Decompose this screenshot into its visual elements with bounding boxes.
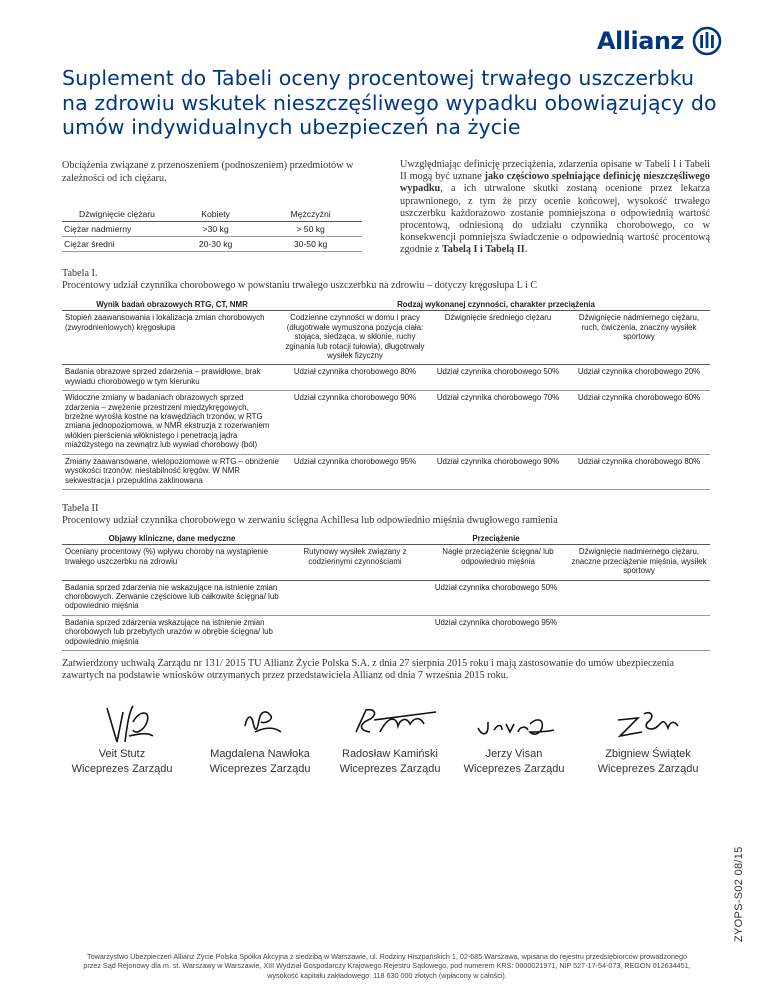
page-title: Suplement do Tabeli oceny procentowej trwałego uszczerbku na zdrowiu wskutek nieszczęśliwego wypadku obowiązujący do umów indywidualnych ubezpieczeń na życie	[62, 66, 717, 139]
load-cell: > 50 kg	[259, 222, 362, 237]
table2	[62, 534, 710, 651]
table1-subheader: Codzienne czynności w domu i pracy (długotrwałe wymuszona pozycja ciała: stojąca, siedząca, w skłonie, ruchy zginania lub rotacji tułowia), długotrwały wysiłek fizyczny	[282, 311, 428, 365]
load-cell: Ciężar nadmierny	[62, 222, 172, 237]
intro-right-part: Uwzględniając definicję przeciążenia, zdarzenia opisane w Tabeli I i Tabeli II mogą być uznane	[400, 159, 710, 183]
document-code: ZYOPS-S02 08/15	[733, 846, 745, 942]
intro-left-text: Obciążenia związane z przenoszeniem (podnoszeniem) przedmiotów w zależności od ich ciężaru.	[62, 160, 354, 184]
handwritten-signature-icon	[340, 702, 440, 746]
table1-cell: Udział czynnika chorobowego 95%	[282, 454, 428, 489]
signature-name: Radosław Kamiński	[342, 748, 438, 760]
table2-subheader: Oceniany procentowy (%) wpływu choroby na wystąpienie trwałego uszczerbku na zdrowiu	[62, 545, 282, 580]
table1-subheader: Dźwignięcie średniego ciężaru	[428, 311, 568, 365]
load-cell: 30-50 kg	[259, 237, 362, 252]
table-row	[62, 391, 710, 454]
table1-cell: Udział czynnika chorobowego 90%	[428, 454, 568, 489]
intro-right-bold: Tabelą I i Tabelą II	[441, 244, 525, 256]
approval-text: Zatwierdzony uchwałą Zarządu nr 131/ 2015 TU Allianz Życie Polska S.A. z dnia 27 sierpnia 2015 roku i mają zastosowanie do umów ubezpieczenia zawartych na podstawie wniosków otrzymanych przez przedstawiciela Allianz od dnia 7 września 2015 roku.	[62, 658, 675, 682]
table1-row-desc: Badania obrazowe sprzed zdarzenia – prawidłowe, brak wywiadu chorobowego w tym kierunku	[62, 365, 282, 391]
signature-block	[454, 702, 574, 775]
table1-cell: Udział czynnika chorobowego 50%	[428, 365, 568, 391]
intro-right-part: , a ich utrwalone skutki zostaną ocenione przez lekarza uprawnionego, z tym że przy ocenie końcowej, wysokość trwałego uszczerbku każdorazowo zostanie pomniejszona o odpowiednią wartość procentową, odniesioną do udziału czynnika chorobowego, co w konsekwencji pomniejsza świadczenie o odpowiednią wartość procentową zgodnie z	[400, 183, 710, 256]
signature-name: Veit Stutz	[98, 748, 146, 760]
signatures	[62, 702, 712, 792]
table2-row-desc: Badania sprzed zdarzenia wskazujące na istnienie zmian chorobowych lub przebytych urazów w obrębie ścięgna/ lub odpowiednio mięśnia	[62, 615, 282, 650]
load-cell: >30 kg	[172, 222, 259, 237]
signature-block	[330, 702, 450, 775]
table2-subheader-row	[62, 545, 710, 580]
brand-name: Allianz	[596, 27, 684, 55]
table2-subheader: Nagłe przeciążenie ścięgna/ lub odpowiednio mięśnia	[428, 545, 568, 580]
table2-caption-label: Tabela II	[62, 503, 99, 514]
table1-cell: Udział czynnika chorobowego 20%	[568, 365, 710, 391]
intro-right-part: .	[524, 244, 528, 256]
signature-name: Zbigniew Świątek	[605, 748, 691, 760]
table1-subheader-row	[62, 311, 710, 365]
signature-block	[200, 702, 320, 775]
handwritten-signature-icon	[77, 702, 167, 746]
table2-subheader: Dźwignięcie nadmiernego ciężaru, znaczne przeciążenie mięśnia, wysiłek sportowy	[568, 545, 710, 580]
handwritten-signature-icon	[215, 702, 305, 746]
table1	[62, 300, 710, 490]
brand-header	[597, 26, 722, 56]
table2-cell: Udział czynnika chorobowego 50%	[282, 580, 710, 615]
footer-line: przez Sąd Rejonowy dla m. st. Warszawy w Warszawie, XIII Wydział Gospodarczy Krajowego Rejestru Sądowego, pod numerem KRS: 0000021971, NIP 527-17-54-073, REGON 012634451,	[83, 961, 691, 971]
footer-line: Towarzystwo Ubezpieczeń Allianz Życie Polska Spółka Akcyjna z siedzibą w Warszawie, ul. Rodziny Hiszpańskich 1, 02-685 Warszawa, wpisana do rejestru przedsiębiorców prowadzonego	[87, 952, 687, 961]
table-row	[62, 237, 362, 252]
intro-right-text	[400, 159, 710, 257]
table1-caption	[62, 268, 537, 293]
table2-subheader: Rutynowy wysiłek związany z codziennymi czynnościami	[282, 545, 428, 580]
table1-cell: Udział czynnika chorobowego 80%	[568, 454, 710, 489]
table2-header-right: Przeciążenie	[282, 534, 710, 545]
table2-caption-text: Procentowy udział czynnika chorobowego w zerwaniu ścięgna Achillesa lub odpowiednio mięśnia dwugłowego ramienia	[62, 515, 558, 527]
table1-row-desc: Zmiany zaawansowane, wielopoziomowe w RTG – obniżenie wysokości trzonów; niestabilność kręgów. W NMR sekwestracja i przepuklina zaklinowana	[62, 454, 282, 489]
load-header-men: Mężczyźni	[259, 208, 362, 222]
table2-row-desc: Badania sprzed zdarzenia nie wskazujące na istnienie zmian chorobowych. Zerwanie częściowe lub całkowite ścięgna/ lub odpowiednio mięśnia	[62, 580, 282, 615]
signature-role: Wiceprezes Zarządu	[463, 763, 565, 775]
load-header-women: Kobiety	[172, 208, 259, 222]
table1-row-desc: Widoczne zmiany w badaniach obrazowych sprzed zdarzenia – zwężenie przestrzeni międzykręgowych, brzeżne wyrośla kostne na krawędziach trzonów, w RTG zmiana jednopoziomowa, w NMR ekstruzja z rozerwaniem włókien pierścienia włóknistego i penetracją jądra miażdżystego na zewnątrz lub wywiad chorobowy (ból)	[62, 391, 282, 454]
footer-legal	[62, 952, 712, 980]
table-row	[62, 580, 710, 615]
table1-cell: Udział czynnika chorobowego 60%	[568, 391, 710, 454]
handwritten-signature-icon	[464, 702, 564, 746]
table1-caption-text: Procentowy udział czynnika chorobowego w powstaniu trwałego uszczerbku na zdrowiu – dotyczy kręgosłupa L i C	[62, 280, 538, 292]
table-row	[62, 615, 710, 650]
table1-subheader: Dźwignięcie nadmiernego ciężaru, ruch, ćwiczenia, znaczny wysiłek sportowy	[568, 311, 710, 365]
table1-header-left: Wynik badań obrazowych RTG, CT, NMR	[62, 300, 282, 311]
table2-header-left: Objawy kliniczne, dane medyczne	[62, 534, 282, 545]
table-row	[62, 365, 710, 391]
table1-cell: Udział czynnika chorobowego 80%	[282, 365, 428, 391]
signature-role: Wiceprezes Zarządu	[209, 763, 311, 775]
signature-name: Magdalena Nawłoka	[210, 748, 310, 760]
table-row	[62, 222, 362, 237]
signature-name: Jerzy Visan	[485, 748, 543, 760]
table2-caption	[62, 503, 558, 528]
load-header-lift: Dźwignięcie ciężaru	[62, 208, 172, 222]
signature-block	[588, 702, 708, 775]
table1-caption-label: Tabela I.	[62, 268, 98, 279]
allianz-eagle-circle-icon	[692, 26, 722, 56]
table1-cell: Udział czynnika chorobowego 90%	[282, 391, 428, 454]
table2-cell: Udział czynnika chorobowego 95%	[282, 615, 710, 650]
signature-role: Wiceprezes Zarządu	[339, 763, 441, 775]
table1-header-right: Rodzaj wykonanej czynności, charakter przeciążenia	[282, 300, 710, 311]
signature-block	[62, 702, 182, 775]
signature-role: Wiceprezes Zarządu	[597, 763, 699, 775]
table-row	[62, 454, 710, 489]
footer-line: wysokość kapitału zakładowego: 118 630 000 złotych (wpłacony w całości).	[267, 970, 507, 980]
load-cell: 20-30 kg	[172, 237, 259, 252]
intro-right-bold: jako częściowo spełniające definicję nieszczęśliwego wypadku	[400, 171, 710, 195]
load-cell: Ciężar średni	[62, 237, 172, 252]
table1-subheader: Stopień zaawansowania i lokalizacja zmian chorobowych (zwyrodnieniowych) kręgosłupa	[62, 311, 282, 365]
load-weight-table	[62, 208, 362, 252]
handwritten-signature-icon	[598, 702, 698, 746]
table1-cell: Udział czynnika chorobowego 70%	[428, 391, 568, 454]
signature-role: Wiceprezes Zarządu	[71, 763, 173, 775]
